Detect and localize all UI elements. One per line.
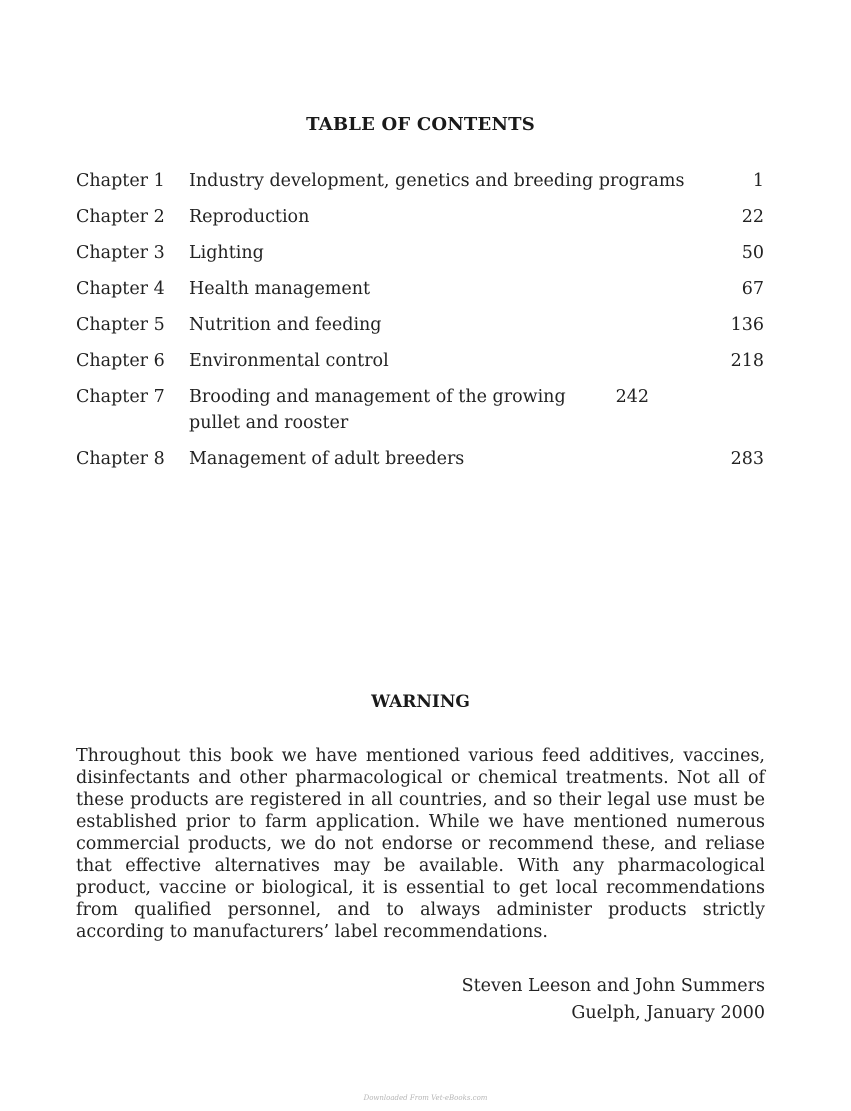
toc-page-number: 67 (741, 279, 764, 299)
toc-chapter-title: Brooding and management of the growing pullet and rooster (189, 387, 566, 433)
download-footer-note: Downloaded From Vet-eBooks.com (363, 1094, 488, 1102)
toc-chapter-title: Environmental control (189, 351, 389, 371)
toc-page-number: 136 (730, 315, 764, 335)
toc-page-number: 50 (741, 243, 764, 263)
toc-chapter-label: Chapter 3 (76, 243, 165, 263)
toc-entry (76, 168, 764, 194)
toc-title: TABLE OF CONTENTS (306, 114, 535, 135)
toc-entry (76, 276, 764, 302)
toc-entry (76, 240, 764, 266)
toc-entry (76, 348, 764, 374)
toc-chapter-title: Lighting (189, 243, 264, 263)
toc-chapter-label: Chapter 7 (76, 387, 165, 407)
toc-page-number: 242 (615, 387, 649, 407)
warning-paragraph: Throughout this book we have mentioned various feed additives, vaccines, disinfectants and other pharmacological or chemical treatments. Not all of these products are registered in all countries, and so their legal use must be established prior to farm application. While we have mentioned numerous commercial products, we do not endorse or recommend these, and reliase that effective alternatives may be available. With any pharmacological product, vaccine or biological, it is essential to get local recommendations from qualified personnel, and to always administer products strictly according to manufacturers’ label recommendations. (76, 746, 765, 942)
toc-chapter-title: Reproduction (189, 207, 310, 227)
toc-chapter-title: Management of adult breeders (189, 449, 465, 469)
toc-entry (76, 312, 764, 338)
toc-page-number: 218 (730, 351, 764, 371)
toc-page-number: 22 (741, 207, 764, 227)
warning-title: WARNING (371, 692, 470, 712)
toc-chapter-label: Chapter 4 (76, 279, 165, 299)
toc-chapter-label: Chapter 2 (76, 207, 165, 227)
toc-page-number: 283 (730, 449, 764, 469)
toc-chapter-label: Chapter 5 (76, 315, 165, 335)
toc-chapter-label: Chapter 1 (76, 171, 165, 191)
toc-entry (76, 204, 764, 230)
signature-place-date: Guelph, January 2000 (571, 1003, 765, 1023)
signature-block (462, 973, 765, 1027)
toc-entry (76, 446, 764, 472)
toc-chapter-label: Chapter 6 (76, 351, 165, 371)
toc-chapter-label: Chapter 8 (76, 449, 165, 469)
toc-list (76, 168, 764, 482)
toc-chapter-title: Health management (189, 279, 371, 299)
toc-chapter-title: Nutrition and feeding (189, 315, 382, 335)
toc-page-number: 1 (752, 171, 764, 191)
signature-authors: Steven Leeson and John Summers (461, 976, 765, 996)
toc-chapter-title: Industry development, genetics and breeding programs (189, 171, 685, 191)
toc-entry (76, 384, 764, 436)
